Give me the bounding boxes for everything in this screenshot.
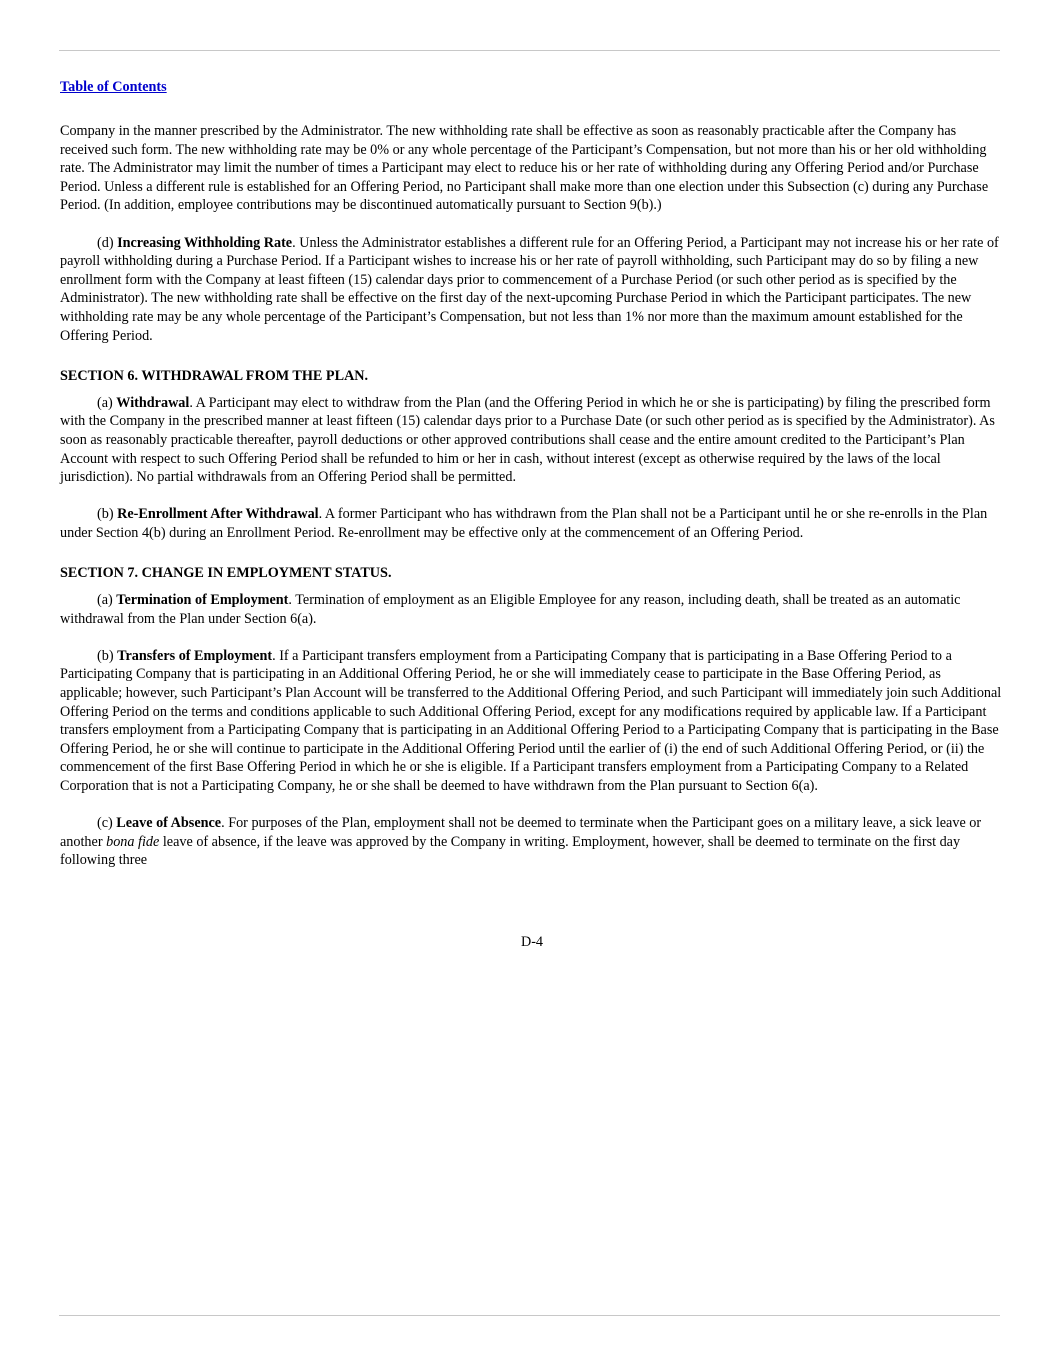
paragraph-label: (a) (97, 592, 117, 609)
paragraph-termination-of-employment (60, 591, 1005, 628)
document-body (60, 122, 1005, 889)
paragraph-label: (b) (97, 647, 118, 664)
paragraph-withholding-continuation: Company in the manner prescribed by the Administrator. The new withholding rate shall be effective as soon as reasonably practicable after the Company has received such form. The new withholding rate may be 0% or any whole percentage of the Participant’s Compensation, but not more than his or her old withholding rate. The Administrator may limit the number of times a Participant may elect to reduce his or her rate of withholding during any Offering Period and/or Purchase Period. Unless a different rule is established for an Offering Period, no Participant shall make more than one election under this Subsection (c) during any Purchase Period. (In addition, employee contributions may be discontinued automatically pursuant to Section 9(b).) (60, 123, 989, 214)
paragraph-increasing-withholding-rate (60, 234, 1005, 346)
paragraph-title: Increasing Withholding Rate (117, 234, 293, 251)
paragraph-withdrawal (60, 394, 1005, 487)
bottom-divider (59, 1315, 1000, 1316)
paragraph-title: Transfers of Employment (117, 647, 273, 664)
paragraph-text: . If a Participant transfers employment from a Participating Company that is participating in a Base Offering Period to a Participating Company that is participating in an Additional Offering Period, he or she will immediately cease to participate in the Base Offering Period, as applicable; however, such Participant’s Plan Account will be transferred to the Additional Offering Period, and such Participant will immediately join such Additional Offering Period on the terms and conditions applicable to such Additional Offering Period, except for any modifications required by applicable law. If a Participant transfers employment from a Participating Company that is participating in an Additional Offering Period to a Participating Company that is participating in the Base Offering Period, he or she will continue to participate in the Additional Offering Period until the earlier of (i) the end of such Additional Offering Period, or (ii) the commencement of the first Base Offering Period in which he or she is eligible. If a Participant transfers employment from a Participating Company to a Related Corporation that is not a Participating Company, he or she shall be deemed to have withdrawn from the Plan pursuant to Section 6(a). (60, 647, 1002, 794)
paragraph-transfers-of-employment (60, 647, 1005, 796)
paragraph-text: . For purposes of the Plan, employment shall not be deemed to terminate when the Participant goes on a military leave, a sick leave or another (60, 815, 982, 850)
paragraph-label: (a) (97, 394, 117, 411)
paragraph-title: Leave of Absence (116, 815, 222, 832)
paragraph-text: . A former Participant who has withdrawn from the Plan shall not be a Participant until he or she re-enrolls in the Plan under Section 4(b) during an Enrollment Period. Re-enrollment may be effective only at the commencement of an Offering Period. (60, 506, 988, 541)
paragraph-text: . Termination of employment as an Eligible Employee for any reason, including death, shall be treated as an automatic withdrawal from the Plan under Section 6(a). (60, 592, 961, 627)
section-7-heading: SECTION 7. CHANGE IN EMPLOYMENT STATUS. (60, 565, 392, 582)
paragraph-re-enrollment (60, 505, 1005, 542)
paragraph-title: Re-Enrollment After Withdrawal (117, 506, 319, 523)
paragraph-label: (c) (97, 815, 117, 832)
paragraph-text: . A Participant may elect to withdraw from the Plan (and the Offering Period in which he or she is participating) by filing the prescribed form with the Company in the prescribed manner at least fifteen (15) calendar days prior to a Purchase Date (or such other period as is specified by the Administrator). As soon as reasonably practicable thereafter, payroll deductions or other approved contributions shall cease and the entire amount credited to the Participant’s Plan Account with respect to such Offering Period shall be refunded to him or her in cash, without interest (except as otherwise required by the laws of the local jurisdiction). No partial withdrawals from an Offering Period shall be permitted. (60, 394, 995, 486)
paragraph-title: Withdrawal (116, 394, 190, 411)
paragraph-title: Termination of Employment (116, 592, 289, 609)
paragraph-label: (d) (97, 234, 118, 251)
paragraph-leave-of-absence (60, 814, 1005, 870)
paragraph-text: leave of absence, if the leave was approved by the Company in writing. Employment, however, shall be deemed to terminate on the first day following three (60, 833, 961, 869)
paragraph-label: (b) (97, 506, 118, 523)
section-6-heading: SECTION 6. WITHDRAWAL FROM THE PLAN. (60, 368, 369, 385)
paragraph-text: . Unless the Administrator establishes a different rule for an Offering Period, a Participant may not increase his or her rate of payroll withholding during a Purchase Period. If a Participant wishes to increase his or her rate of payroll withholding, such Participant may do so by filing a new enrollment form with the Company at least fifteen (15) calendar days prior to commencement of a Purchase Period (or such other period as is specified by the Administrator). The new withholding rate shall be effective on the first day of the next-upcoming Purchase Period in which the Participant participates. The new withholding rate may be any whole percentage of the Participant’s Compensation, but not less than 1% nor more than the maximum amount established for the Offering Period. (60, 234, 999, 344)
top-divider (59, 50, 1000, 51)
table-of-contents-link[interactable]: Table of Contents (60, 79, 167, 95)
paragraph-italic-text: bona fide (106, 833, 160, 850)
page-number: D-4 (520, 934, 544, 950)
